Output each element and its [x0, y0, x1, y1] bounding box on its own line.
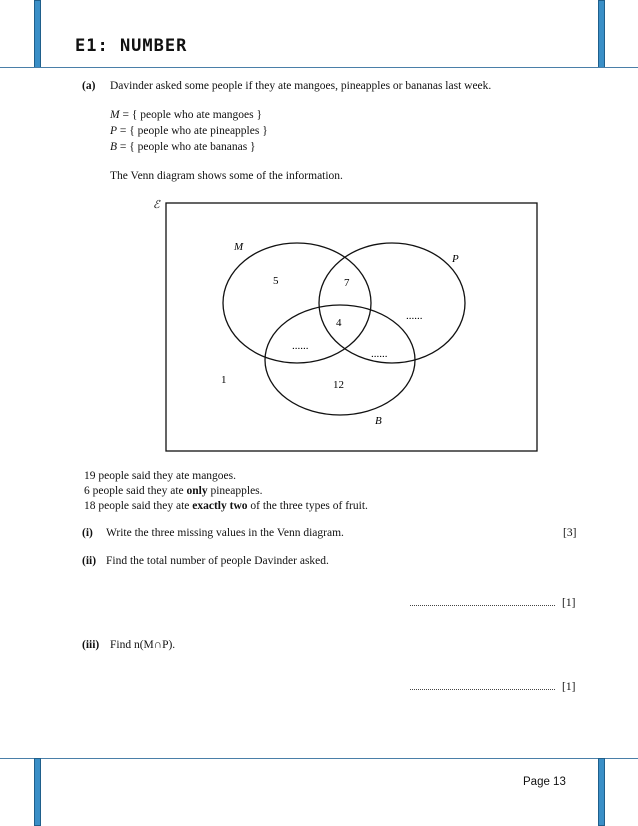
fact-text: of the three types of fruit. — [247, 500, 368, 512]
set-symbol: B — [110, 141, 118, 153]
set-def-p — [110, 125, 268, 137]
set-def-b — [110, 141, 256, 153]
fact-text: 18 people said they ate — [84, 500, 193, 512]
set-definition: = { people who ate mangoes } — [122, 109, 262, 121]
sub-i-label: (i) — [82, 527, 93, 539]
value-p-and-b: ...... — [371, 348, 388, 360]
fact-text: pineapples. — [207, 485, 263, 497]
set-p-circle — [319, 243, 465, 363]
page-number: Page 13 — [523, 776, 566, 788]
sub-ii-text: Find the total number of people Davinder asked. — [106, 555, 329, 567]
header-rule — [0, 67, 638, 68]
value-center: 4 — [336, 317, 342, 329]
value-b-only: 12 — [333, 379, 344, 391]
bottom-left-bar — [34, 758, 41, 826]
set-definition: = { people who ate bananas } — [119, 141, 256, 153]
venn-diagram — [150, 195, 540, 457]
sub-i-marks: [3] — [563, 527, 577, 539]
sub-iii-label: (iii) — [82, 639, 100, 651]
value-outside: 1 — [221, 374, 227, 386]
fact-line-1 — [84, 470, 236, 482]
sub-ii-label: (ii) — [82, 555, 97, 567]
sub-iii-marks: [1] — [562, 681, 576, 693]
set-symbol: P — [110, 125, 118, 137]
answer-line-ii[interactable] — [410, 605, 555, 607]
part-a-label: (a) — [82, 80, 96, 92]
bottom-right-bar — [598, 758, 605, 826]
fact-emphasis: only — [186, 485, 208, 497]
fact-text: 6 people said they ate — [84, 485, 187, 497]
value-p-only: ...... — [406, 310, 423, 322]
label-m: M — [234, 241, 244, 253]
value-m-and-p: 7 — [344, 277, 350, 289]
fact-line-3 — [84, 500, 368, 512]
sub-i-text: Write the three missing values in the Venn diagram. — [106, 527, 344, 539]
top-right-bar — [598, 0, 605, 68]
fact-text: 19 people said they ate mangoes. — [84, 470, 237, 482]
page-header-title: E1: NUMBER — [75, 36, 188, 56]
set-def-m — [110, 109, 262, 121]
venn-caption: The Venn diagram shows some of the information. — [110, 170, 343, 182]
sub-iii-text: Find n(M∩P). — [110, 639, 176, 651]
value-m-only: 5 — [273, 275, 279, 287]
label-b: B — [375, 415, 382, 427]
universal-symbol: ℰ — [153, 199, 160, 211]
fact-line-2 — [84, 485, 263, 497]
value-m-and-b: ...... — [292, 340, 309, 352]
fact-emphasis: exactly two — [192, 500, 248, 512]
top-left-bar — [34, 0, 41, 68]
answer-line-iii[interactable] — [410, 689, 555, 691]
set-definition: = { people who ate pineapples } — [119, 125, 268, 137]
set-symbol: M — [110, 109, 120, 121]
question-intro: Davinder asked some people if they ate mangoes, pineapples or bananas last week. — [110, 80, 492, 92]
sub-ii-marks: [1] — [562, 597, 576, 609]
label-p: P — [452, 253, 459, 265]
footer-rule — [0, 758, 638, 759]
